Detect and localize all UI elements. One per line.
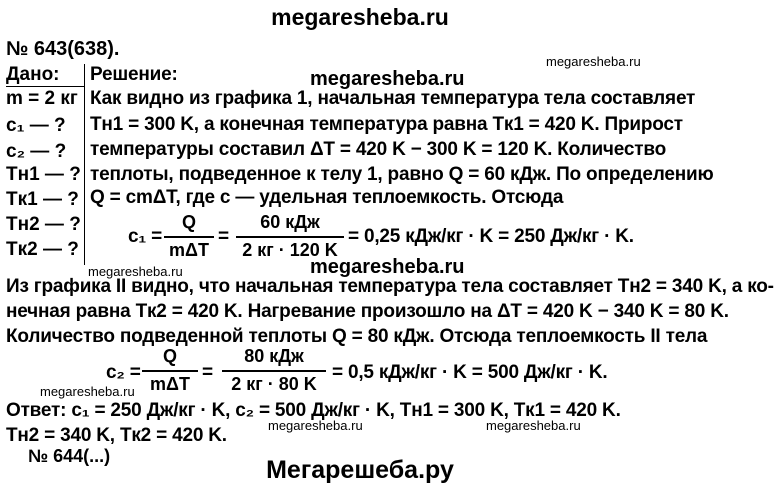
formula1-frac2-denominator: 2 кг · 120 K [242,240,338,260]
problem-number: № 643(638). [6,38,120,60]
formula1-eq: = [218,226,229,247]
answer-line: Ответ: c₁ = 250 Дж/кг · K, c₂ = 500 Дж/кг · K, Tн1 = 300 K, Tк1 = 420 K. [6,400,621,421]
formula2-eq: = [202,362,213,383]
given-item: Tк1 — ? [6,189,79,210]
formula2-rhs: = 0,5 кДж/кг · K = 500 Дж/кг · K. [332,362,608,383]
given-label: Дано: [6,64,60,85]
fraction-bar [236,236,344,238]
formula1-frac1-denominator: mΔT [169,240,209,260]
formula2-frac2-numerator: 80 кДж [244,346,304,366]
given-item: Tк2 — ? [6,239,79,260]
formula2-frac1-numerator: Q [162,346,177,366]
solution-line: нечная равна Tк2 = 420 K. Нагревание произошло на ΔT = 420 K − 340 K = 80 K. [6,301,729,322]
solution-line: Как видно из графика 1, начальная температура тела составляет [90,88,696,109]
solution-line: теплоты, подведенное к телу 1, равно Q = 60 кДж. По определению [90,164,714,185]
next-problem-cutoff: № 644(...) [28,446,111,466]
watermark-top: megaresheba.ru [271,4,449,30]
formula1-frac2-numerator: 60 кДж [260,212,320,232]
formula2-lhs: c₂ = [106,362,141,383]
given-item: Tн1 — ? [6,164,81,185]
formula1-lhs: c₁ = [128,226,162,247]
solution-line: Tн1 = 300 K, а конечная температура равна Tк1 = 420 K. Прирост [90,114,683,135]
formula2-frac2-denominator: 2 кг · 80 K [231,374,317,394]
fraction-bar [142,370,198,372]
formula1-rhs: = 0,25 кДж/кг · K = 250 Дж/кг · K. [348,226,634,247]
watermark-small: megaresheba.ru [486,418,581,433]
given-item: m = 2 кг [6,88,78,109]
watermark-bottom: Мегарешеба.ру [266,456,454,484]
watermark-mid: megaresheba.ru [310,68,465,90]
solution-line: Количество подведенной теплоты Q = 80 кДж. Отсюда теплоемкость II тела [6,326,708,347]
solution-line: Q = cmΔT, где c — удельная теплоемкость. Отсюда [90,187,564,208]
watermark-small: megaresheba.ru [546,54,641,69]
fraction-bar [222,370,326,372]
given-divider-vertical [84,64,85,265]
watermark-mid: megaresheba.ru [310,256,465,278]
given-divider-horizontal [6,86,84,87]
solution-line: температуры составил ΔT = 420 K − 300 K = 120 K. Количество [90,139,666,160]
watermark-small: megaresheba.ru [40,384,135,399]
given-item: c₁ — ? [6,115,66,136]
solution-line: Из графика II видно, что начальная температура тела составляет Tн2 = 340 K, а ко- [6,276,774,297]
answer-line: Tн2 = 340 K, Tк2 = 420 K. [6,425,227,446]
watermark-small: megaresheba.ru [268,418,363,433]
formula1-frac1-numerator: Q [181,212,196,232]
formula2-frac1-denominator: mΔT [150,374,190,394]
solution-label: Решение: [90,64,178,85]
fraction-bar [164,236,214,238]
given-item: c₂ — ? [6,141,67,162]
watermark-small: megaresheba.ru [88,264,183,279]
given-item: Tн2 — ? [6,214,81,235]
